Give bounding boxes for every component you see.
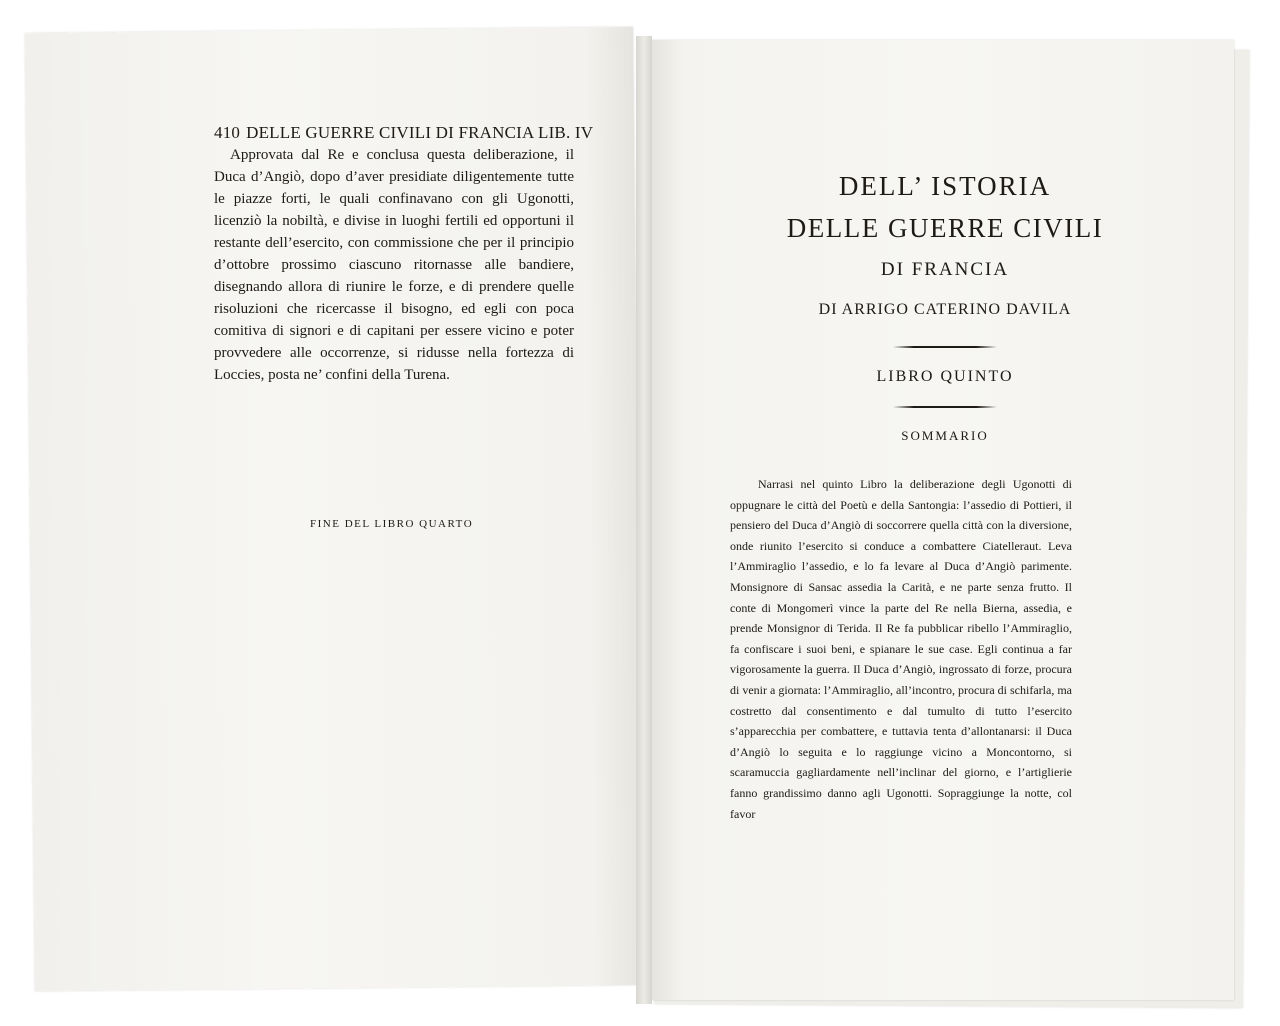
- summary-text: [730, 474, 1072, 824]
- summary-paragraph: Narrasi nel quinto Libro la deliberazione degli Ugonotti di oppugnare le città del Poetù e della Santongia: l’assedio di Pottieri, il pensiero del Duca d’Angiò di soccorrere quella città con la diversione, onde riunito l’esercito si conduce a combattere Ciatelleraut. Leva l’Ammiraglio l’assedio, e lo fa levare al Duca d’Angiò parimente. Monsignore di Sansac assedia la Carità, e ne parte senza frutto. Il conte di Mongomerì vince la parte del Re nella Bierna, assedia, e prende Monsignor di Terida. Il Re fa pubblicar ribello l’Ammiraglio, fa confiscare i suoi beni, e spianare le sue case. Egli continua a far vigorosamente la guerra. Il Duca d’Angiò, ingrossato di forze, procura di venir a giornata: l’Ammiraglio, all’incontro, procura di schifarla, ma costretto dal consentimento e dal tumulto di tutto l’esercito s’apparecchia per combattere, e tuttavia tenta d’allontanarsi: il Duca d’Angiò lo seguita e lo raggiunge vicino a Moncontorno, si scaramuccia gagliardamente nell’inclinar del giorno, e l’artiglierie fanno grandissimo danno agli Ugonotti. Sopraggiunge la notte, col favor: [730, 477, 1072, 821]
- left-page-text: [214, 122, 594, 386]
- title-line-1: DELL’ ISTORIA: [838, 171, 1052, 201]
- ornamental-rule-top: [893, 346, 997, 348]
- left-paragraph: Approvata dal Re e conclusa questa deliberazione, il Duca d’Angiò, dopo d’aver presidiate diligentemente tutte le piazze forti, le quali confinavano con gli Ugonotti, licenziò la nobiltà, e divise in luoghi fertili ed opportuni il restante dell’esercito, con commissione che per il principio d’ottobre prossimo ciascuno ritornasse alle bandiere, disegnando allora di riunire le forze, e di prendere quelle risoluzioni che ricercasse il bisogno, ed egli con poca comitiva di signori e di capitani per essere vicino e poter provvedere alle occorrenze, si ridusse nella fortezza di Loccies, posta ne’ confini della Turena.: [214, 147, 574, 383]
- page-number: 410: [214, 123, 241, 142]
- author-line: DI ARRIGO CATERINO DAVILA: [818, 301, 1072, 318]
- title-line-2: DELLE GUERRE CIVILI: [786, 213, 1104, 243]
- end-of-book-note: FINE DEL LIBRO QUARTO: [310, 518, 474, 530]
- section-heading: SOMMARIO: [901, 428, 989, 443]
- book-heading: LIBRO QUINTO: [876, 368, 1014, 385]
- book-gutter: [636, 36, 652, 1004]
- running-head: [214, 122, 594, 144]
- title-line-3: DI FRANCIA: [880, 259, 1010, 280]
- running-head-title: DELLE GUERRE CIVILI DI FRANCIA LIB. IV: [246, 123, 594, 142]
- ornamental-rule-bottom: [893, 406, 997, 408]
- title-block: [720, 166, 1170, 448]
